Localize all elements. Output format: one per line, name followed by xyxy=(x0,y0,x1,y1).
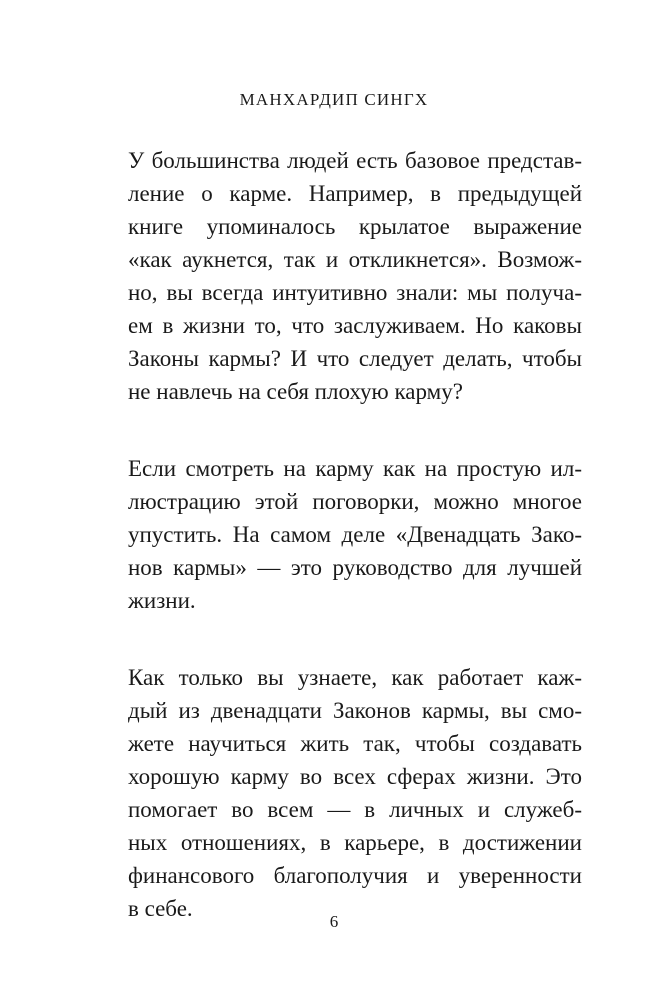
page-number: 6 xyxy=(329,912,339,931)
text-line: книге упоминалось крылатое выражение xyxy=(128,214,582,239)
text-line: ем в жизни то, что заслуживаем. Но каковы xyxy=(128,313,582,338)
text-line: жете научиться жить так, чтобы создавать xyxy=(128,731,582,756)
text-line: упустить. На самом деле «Двенадцать Зако- xyxy=(128,522,582,547)
text-line: Законы кармы? И что следует делать, чтобы xyxy=(128,346,582,371)
body-text xyxy=(128,144,582,969)
text-line: в себе. xyxy=(128,896,193,921)
text-line: финансового благополучия и уверенности xyxy=(128,863,582,888)
paragraph-1 xyxy=(128,144,582,408)
running-head-author: МАНХАРДИП СИНГХ xyxy=(239,90,429,109)
text-line: ление о карме. Например, в предыдущей xyxy=(128,181,582,206)
text-line: хорошую карму во всех сферах жизни. Это xyxy=(128,764,582,789)
text-line: люстрацию этой поговорки, можно многое xyxy=(128,489,582,514)
text-line: дый из двенадцати Законов кармы, вы смо- xyxy=(128,698,582,723)
text-line: Если смотреть на карму как на простую ил- xyxy=(128,456,582,481)
text-line: помогает во всем — в личных и служеб- xyxy=(128,797,582,822)
text-line: жизни. xyxy=(128,588,196,613)
text-line: но, вы всегда интуитивно знали: мы получа- xyxy=(128,280,582,305)
paragraph-2 xyxy=(128,452,582,617)
text-line: «как аукнется, так и откликнется». Возмож- xyxy=(128,247,582,272)
text-line: нов кармы» — это руководство для лучшей xyxy=(128,555,582,580)
paragraph-3 xyxy=(128,661,582,925)
text-line: У большинства людей есть базовое представ- xyxy=(128,148,582,173)
text-line: ных отношениях, в карьере, в достижении xyxy=(128,830,582,855)
text-line: не навлечь на себя плохую карму? xyxy=(128,379,463,404)
text-line: Как только вы узнаете, как работает каж- xyxy=(128,665,582,690)
